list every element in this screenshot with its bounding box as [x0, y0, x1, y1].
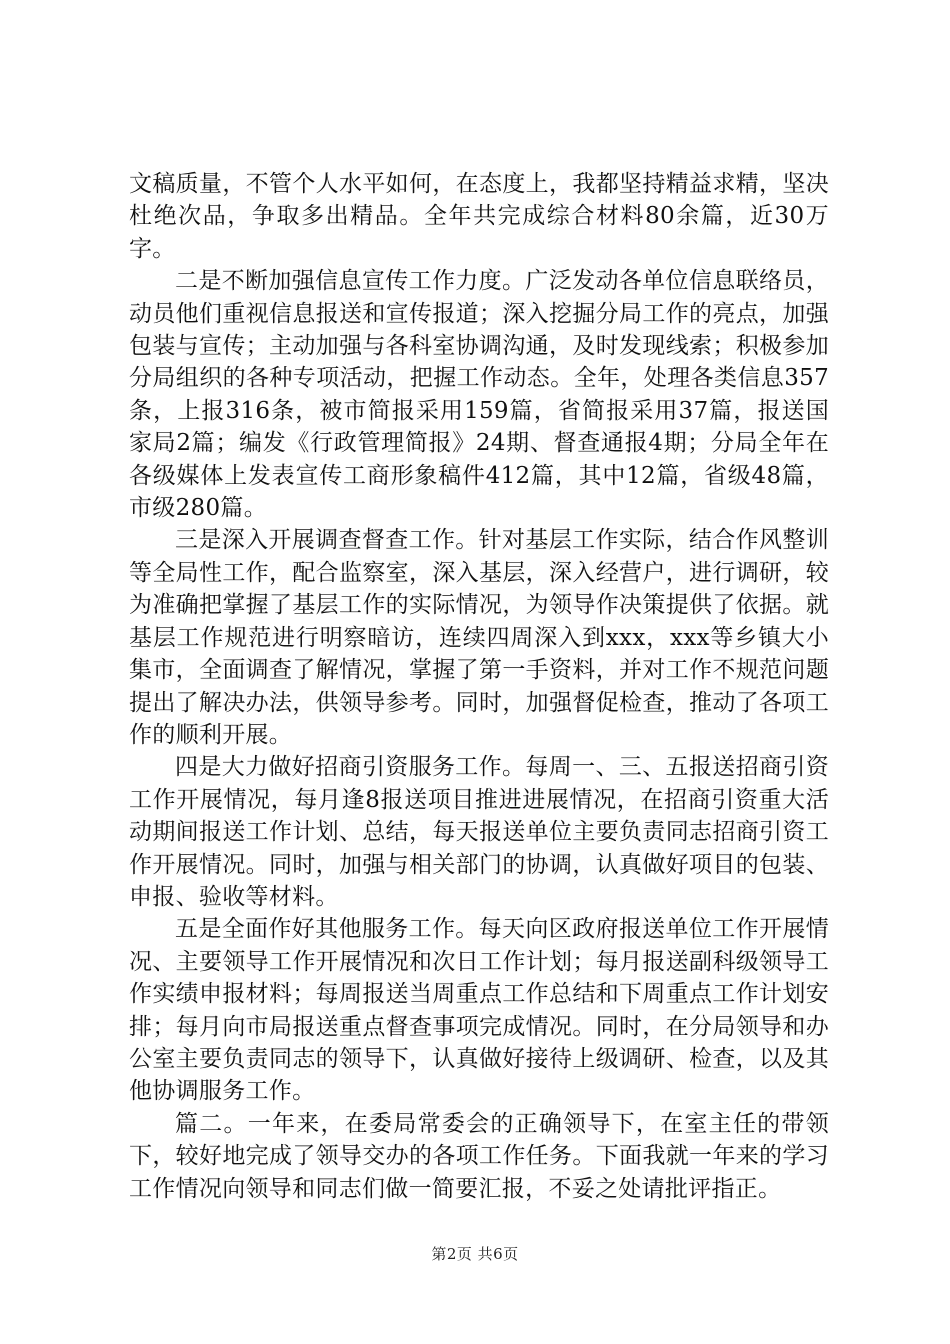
paragraph-part-two: 篇二。一年来，在委局常委会的正确领导下，在室主任的带领下，较好地完成了领导交办的各项工作任务。下面我就一年来的学习工作情况向领导和同志们做一简要汇报，不妥之处请批评指正。 — [129, 1110, 829, 1202]
paragraph-other-service: 五是全面作好其他服务工作。每天向区政府报送单位工作开展情况、主要领导工作开展情况和次日工作计划；每月报送副科级领导工作实绩申报材料；每周报送当周重点工作总结和下周重点工作计划安排；每月向市局报送重点督查事项完成情况。同时，在分局领导和办公室主要负责同志的领导下，认真做好接待上级调研、检查，以及其他协调服务工作。 — [129, 916, 829, 1105]
page-number-footer: 第2页 共6页 — [431, 1245, 519, 1263]
paragraph-continuation: 文稿质量，不管个人水平如何，在态度上，我都坚持精益求精，坚决杜绝次品，争取多出精品。全年共完成综合材料80余篇，近30万字。 — [129, 171, 829, 262]
paragraph-investigation: 三是深入开展调查督查工作。针对基层工作实际，结合作风整训等全局性工作，配合监察室，深入基层，深入经营户，进行调研，较为准确把掌握了基层工作的实际情况，为领导作决策提供了依据。就基层工作规范进行明察暗访，连续四周深入到xxx，xxx等乡镇大小集市，全面调查了解情况，掌握了第一手资料，并对工作不规范问题提出了解决办法，供领导参考。同时，加强督促检查，推动了各项工作的顺利开展。 — [129, 527, 829, 748]
paragraph-investment-service: 四是大力做好招商引资服务工作。每周一、三、五报送招商引资工作开展情况，每月逢8报送项目推进进展情况，在招商引资重大活动期间报送工作计划、总结，每天报送单位主要负责同志招商引资工作开展情况。同时，加强与相关部门的协调，认真做好项目的包装、申报、验收等材料。 — [129, 754, 829, 910]
paragraph-info-publicity: 二是不断加强信息宣传工作力度。广泛发动各单位信息联络员，动员他们重视信息报送和宣传报道；深入挖掘分局工作的亮点，加强包装与宣传；主动加强与各科室协调沟通，及时发现线索；积极参加分局组织的各种专项活动，把握工作动态。全年，处理各类信息357条，上报316条，被市简报采用159篇，省简报采用37篇，报送国家局2篇；编发《行政管理简报》24期、督查通报4期；分局全年在各级媒体上发表宣传工商形象稿件412篇，其中12篇，省级48篇，市级280篇。 — [129, 268, 829, 522]
document-body — [129, 168, 829, 1205]
